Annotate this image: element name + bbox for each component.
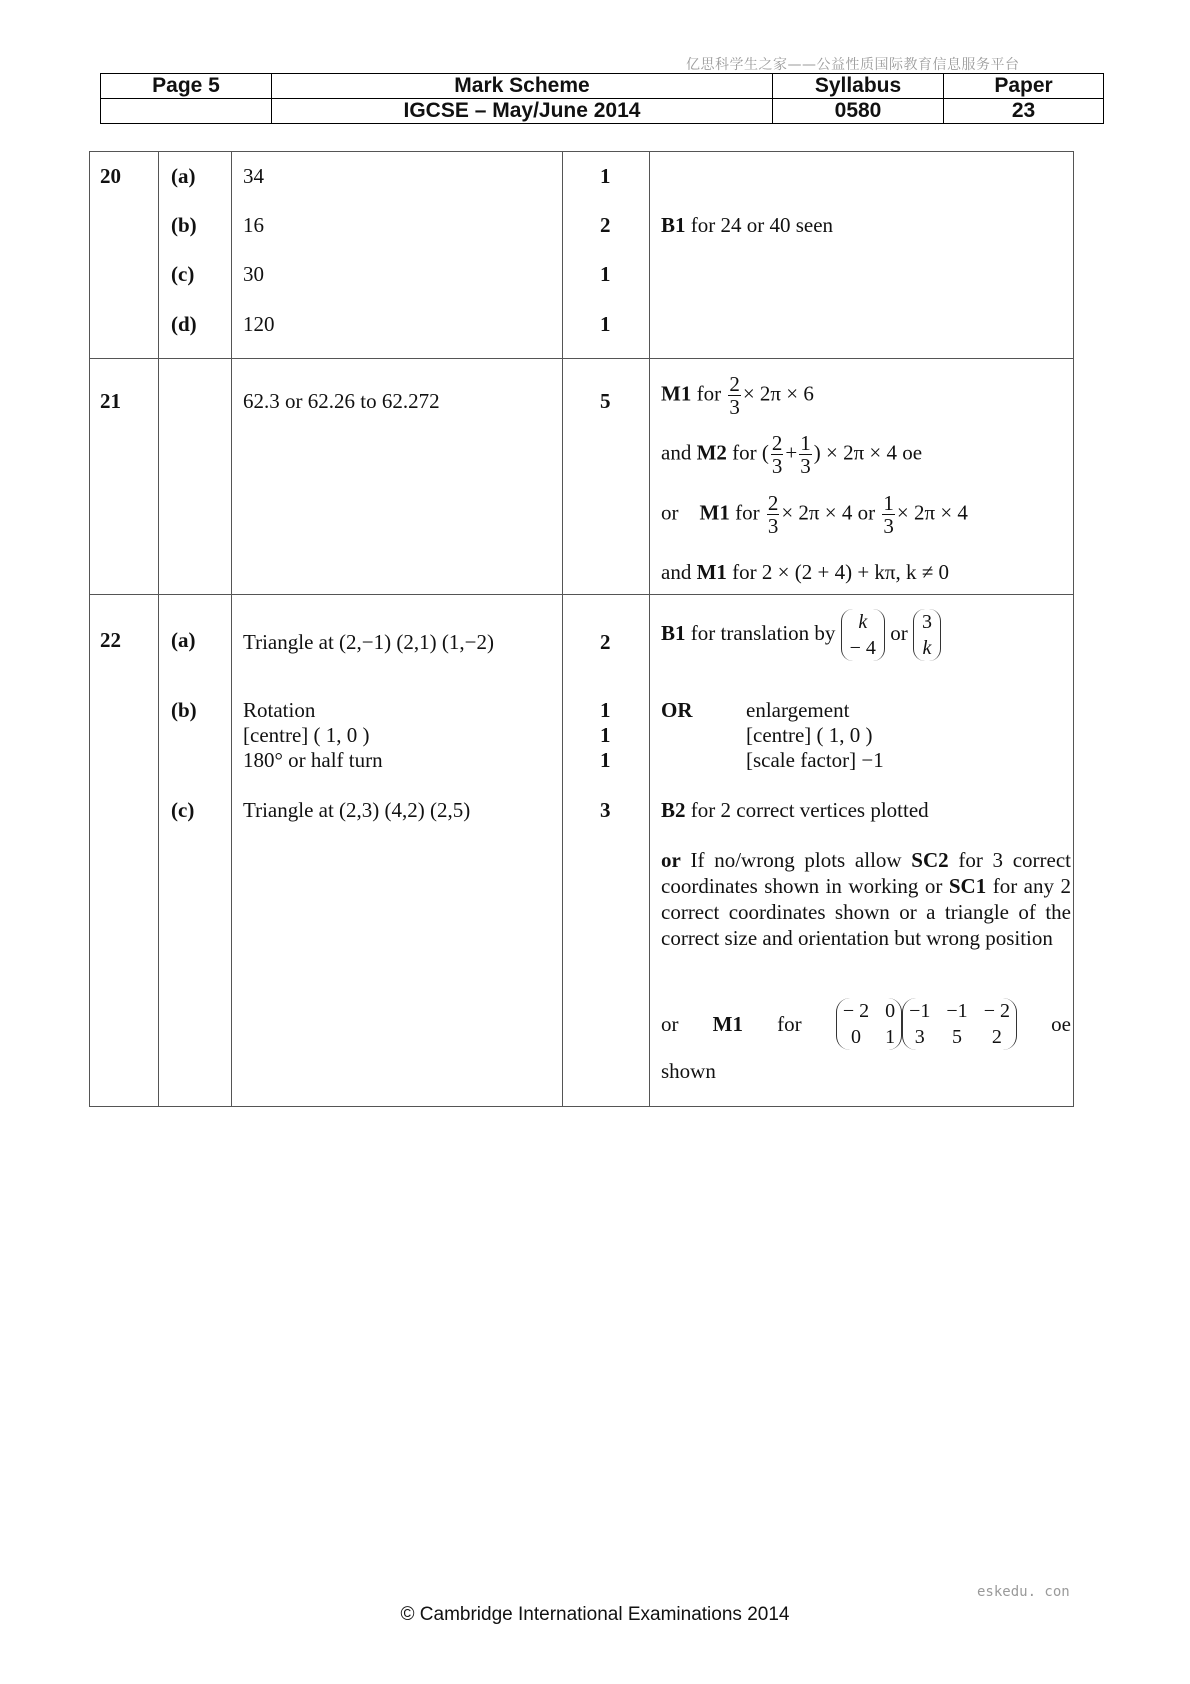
note-text: for 24 or 40 seen [685,213,834,237]
answer-text: 34 [243,164,264,188]
mark-code: M1 [712,1011,743,1036]
method-line-3: or M1 for $\frac{2}{3}$ × 2π × 4 or $\frac{1}{3}$ × 2π × 4 [661,491,968,538]
alt-answer: enlargement [746,698,850,722]
matrix-product [836,998,1017,1050]
note-text: × 2π × 6 [742,381,814,406]
mark-code: M2 [696,440,727,465]
vector-3-k: 3 k [913,609,941,661]
part-label: (d) [171,312,197,336]
mark-value: 1 [600,723,611,747]
header-syllabus: 0580 [773,99,944,124]
mark-value: 1 [600,748,611,772]
header-exam: IGCSE – May/June 2014 [272,99,773,124]
part-label: (b) [171,213,197,237]
question-number: 21 [100,389,121,413]
mark-value: 1 [600,312,611,336]
fraction: $\frac{1}{3}$ [883,491,894,538]
fraction: $\frac{1}{3}$ [800,431,811,478]
header-paper-label: Paper [944,74,1104,99]
answer-text: Triangle at (2,−1) (2,1) (1,−2) [243,630,494,654]
mark-value: 1 [600,164,611,188]
question-number: 22 [100,628,121,652]
header-empty [101,99,272,124]
mark-value: 2 [600,213,611,237]
matrix-2x3: −1 −1 − 2 3 5 2 [902,998,1017,1050]
mark-value: 2 [600,630,611,654]
mark-code: M1 [661,381,692,406]
note-text: for [691,381,727,406]
header-title: Mark Scheme [272,74,773,99]
mark-code: M1 [699,500,730,525]
mark-value: 5 [600,389,611,413]
question-21-row [90,359,1074,595]
fraction: $\frac{2}{3}$ [767,491,779,538]
guidance-paragraph: or If no/wrong plots allow SC2 for 3 correct coordinates shown in working or SC1 for any 2 correct coordinates shown or a triangle of the correct size and orientation but wrong position [661,848,1071,950]
part-label: (c) [171,262,195,286]
mark-value: 3 [600,798,611,822]
part-label: (b) [171,698,197,722]
answer-text: 180° or half turn [243,748,383,772]
answer-text: Rotation [243,698,316,722]
answer-text: 120 [243,312,275,336]
fraction: $\frac{2}{3}$ [771,431,783,478]
mark-code: M1 [696,560,727,584]
header-table [100,73,1104,124]
header-page: Page 5 [101,74,272,99]
part-label: (a) [171,628,196,652]
answer-text: 30 [243,262,264,286]
mark-value: 1 [600,262,611,286]
method-line-1 [661,373,814,418]
guidance-note: B2 for 2 correct vertices plotted [661,798,929,822]
matrix-2x2: − 2 0 0 1 [836,998,902,1050]
vector-k-minus4: k − 4 [841,609,885,661]
part-label: (a) [171,164,196,188]
mark-code: B2 [661,798,686,822]
mark-value: 1 [600,698,611,722]
watermark-bottom: eskedu. con [977,1584,1070,1600]
alt-answer: [centre] ( 1, 0 ) [746,723,873,747]
question-number: 20 [100,164,121,188]
answer-text: 16 [243,213,264,237]
question-22-row [90,595,1074,1107]
guidance-note: B1 for translation by k − 4 or 3 k [661,609,941,661]
watermark-top: 亿思科学生之家——公益性质国际教育信息服务平台 [686,57,1020,73]
guidance-note [661,213,833,237]
header-syllabus-label: Syllabus [773,74,944,99]
question-20-row [90,152,1074,359]
answer-text: 62.3 or 62.26 to 62.272 [243,389,440,413]
matrix-method-line: or M1 for − 2 0 0 1 −1 −1 − 2 3 5 2 oe [661,1000,1071,1048]
answer-text: [centre] ( 1, 0 ) [243,723,370,747]
mark-code: B1 [661,620,686,645]
method-line-2: and M2 for ( $\frac{2}{3}$ + $\frac{1}{3}$ ) × 2π × 4 oe [661,431,923,478]
or-label: OR [661,698,693,722]
footer-copyright: © Cambridge International Examinations 2014 [400,1604,790,1625]
note-text: shown [661,1059,716,1083]
mark-table [89,151,1074,1107]
alt-answer: [scale factor] −1 [746,748,884,772]
part-label: (c) [171,798,195,822]
fraction: $\frac{2}{3}$ [729,372,740,419]
answer-text: Triangle at (2,3) (4,2) (2,5) [243,798,471,822]
mark-code: B1 [661,213,686,237]
header-paper: 23 [944,99,1104,124]
method-line-4: and M1 for 2 × (2 + 4) + kπ, k ≠ 0 [661,560,950,584]
